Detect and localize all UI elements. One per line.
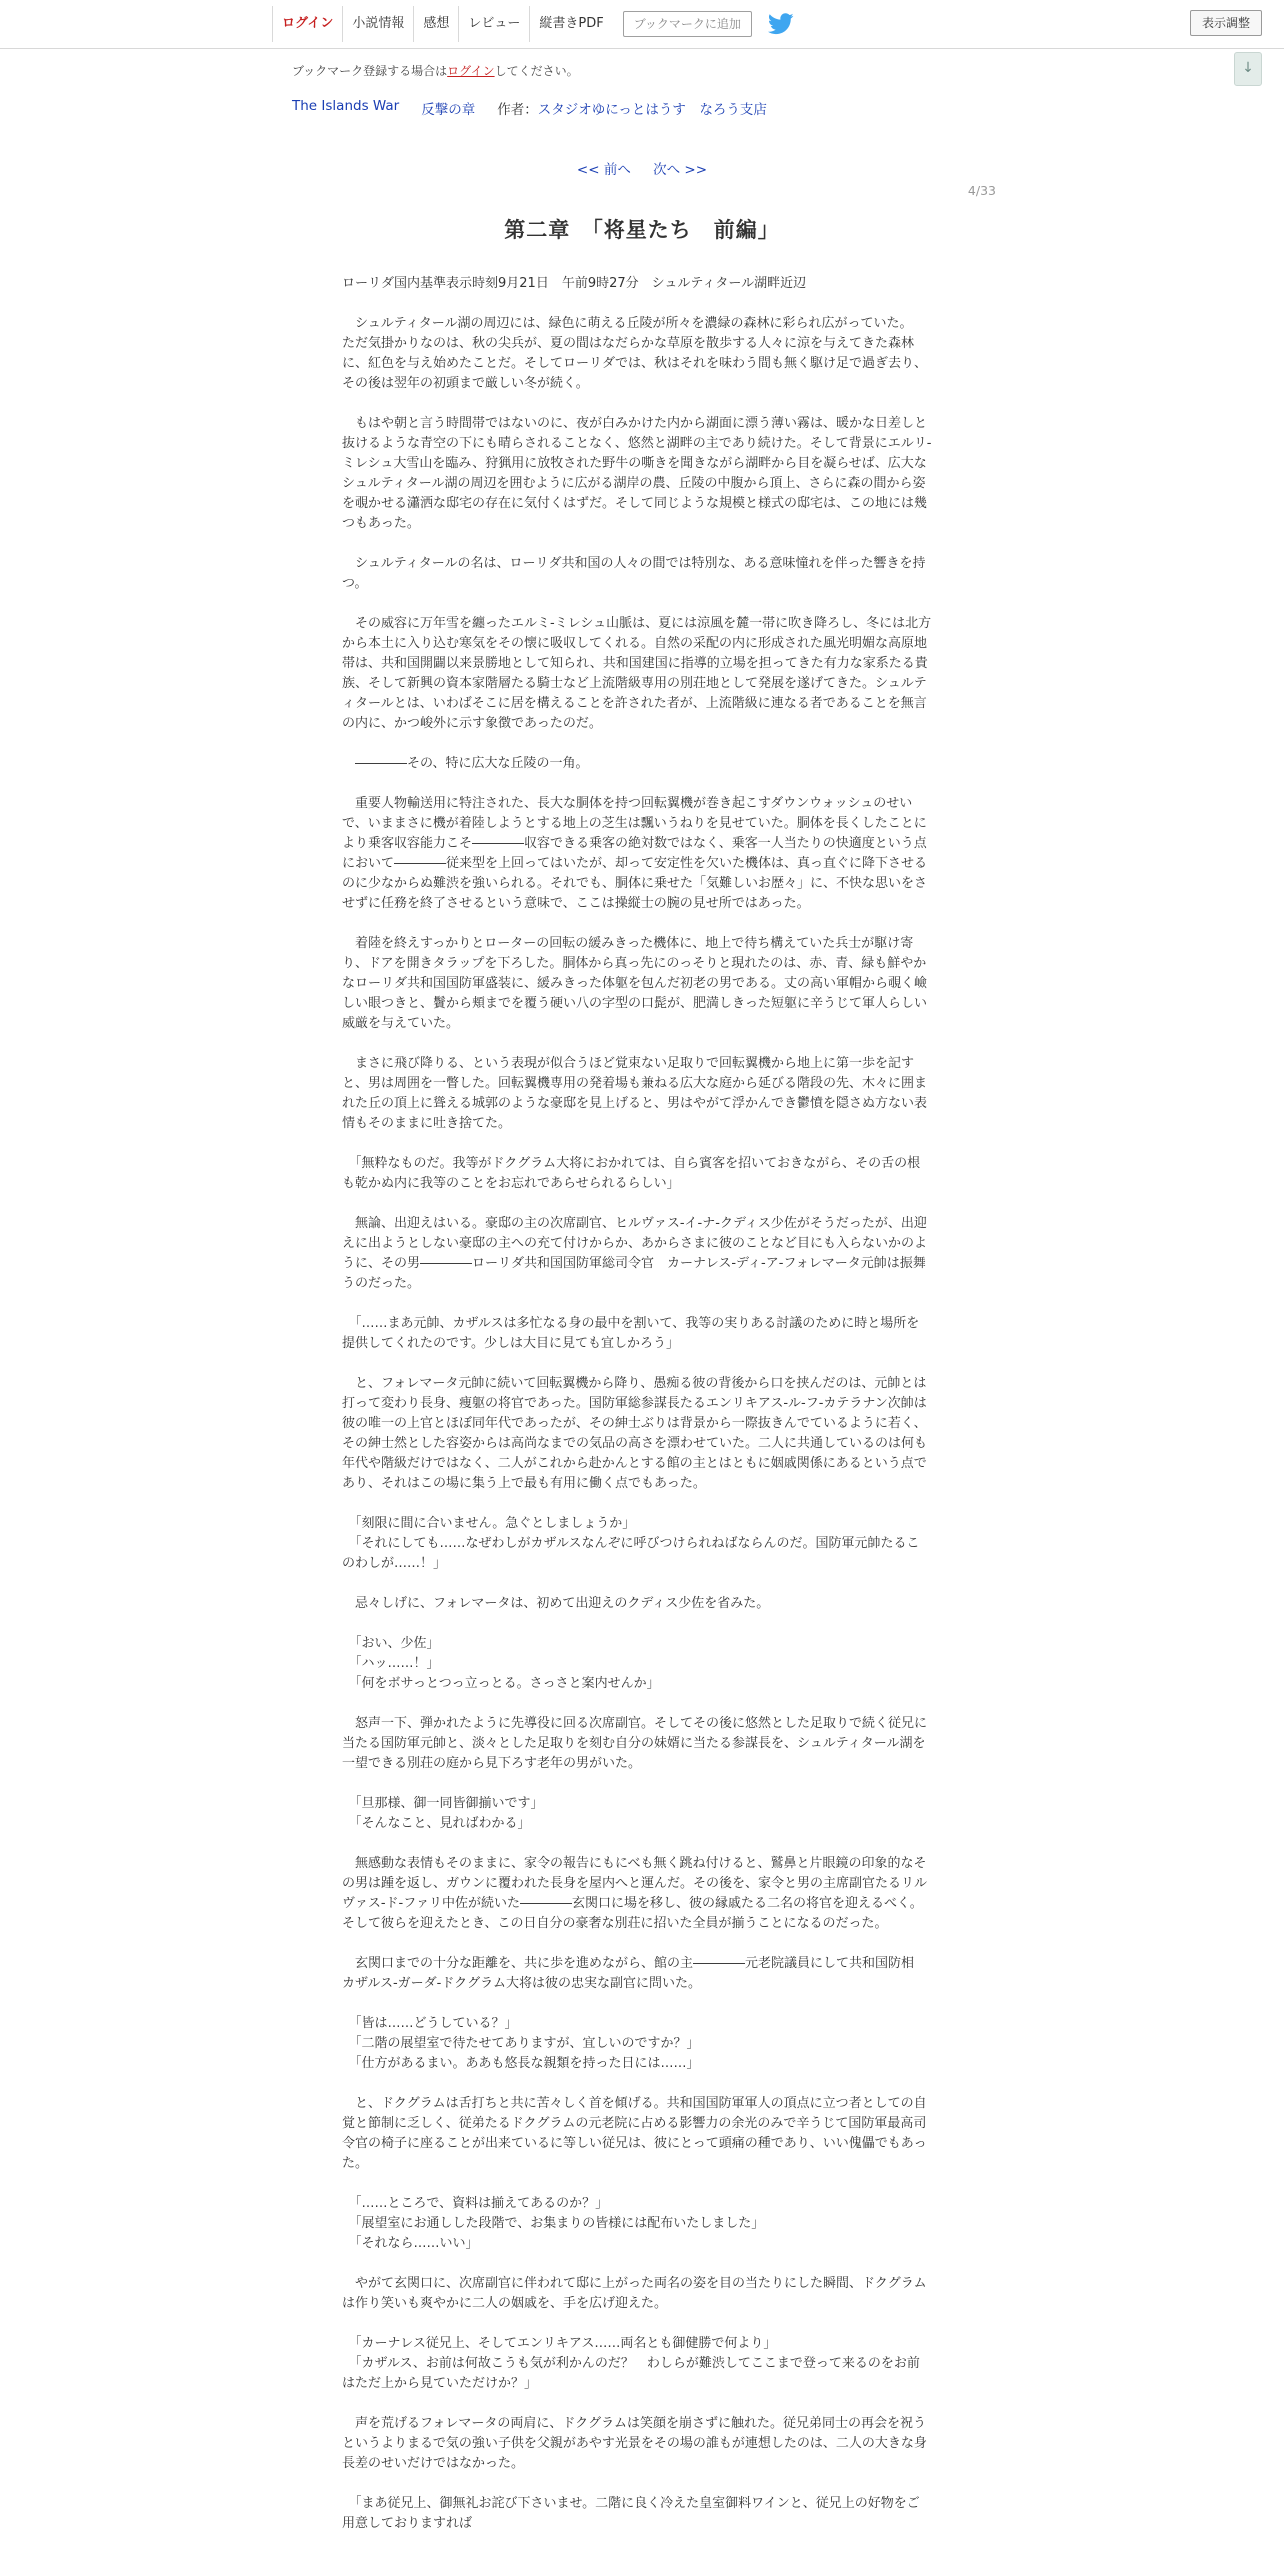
paragraph-spacer: [342, 1834, 932, 1854]
nav-review-link[interactable]: レビュー: [458, 6, 529, 42]
novel-paragraph: 「……まあ元帥、カザルスは多忙なる身の最中を割いて、我等の実りある討議のために時と場所を提供してくれたのです。少しは大目に見ても宜しかろう」: [342, 1316, 920, 1351]
paragraph-spacer: [342, 1694, 932, 1714]
paragraph-spacer: [342, 1614, 932, 1634]
paragraph-spacer: [342, 594, 932, 614]
paragraph-spacer: [342, 1034, 932, 1054]
next-chapter-link[interactable]: 次へ >>: [653, 162, 708, 178]
paragraph-spacer: [342, 1994, 932, 2014]
scroll-down-button[interactable]: ↓: [1234, 52, 1262, 86]
novel-paragraph: 声を荒げるフォレマータの両肩に、ドクグラムは笑顔を崩さずに触れた。従兄弟同士の再会を祝うというよりまるで気の強い子供を父親があやす光景をその場の誰もが連想したのは、二人の大きな身長差のせいだけではなかった。: [342, 2416, 927, 2471]
novel-paragraph: 「まあ従兄上、御無礼お詫び下さいませ。二階に良く冷えた皇室御料ワインと、従兄上の好物をご用意しておりますれば: [342, 2496, 920, 2531]
series-title-link[interactable]: The Islands War: [292, 98, 400, 114]
paragraph-spacer: [342, 394, 932, 414]
novel-paragraph: 「無粋なものだ。我等がドクグラム大将におかれては、自ら賓客を招いておきながら、その舌の根も乾かぬ内に我等のことをお忘れであらせられるらしい」: [342, 1156, 921, 1191]
paragraph-spacer: [342, 2074, 932, 2094]
paragraph-spacer: [342, 2174, 932, 2194]
chapter-pager: [0, 158, 1284, 178]
novel-paragraph: シュルティタールの名は、ローリダ共和国の人々の間では特別な、ある意味憧れを伴った響きを持つ。: [342, 556, 926, 591]
nav-impressions-link[interactable]: 感想: [413, 6, 458, 42]
novel-paragraph: 「おい、少佐」 「ハッ……！」 「何をボサっとつっ立っとる。さっさと案内せんか」: [355, 1636, 660, 1691]
prev-chapter-link[interactable]: << 前へ: [576, 162, 631, 178]
page-count: 4/33: [967, 183, 996, 198]
notice-login-link[interactable]: ログイン: [447, 64, 495, 78]
paragraph-spacer: [342, 2394, 932, 2414]
breadcrumb: [292, 98, 767, 118]
novel-paragraph: やがて玄関口に、次席副官に伴われて邸に上がった両名の姿を目の当たりにした瞬間、ドクグラムは作り笑いも爽やかに二人の姻戚を、手を広げ迎えた。: [342, 2276, 927, 2311]
novel-paragraph: シュルティタール湖の周辺には、緑色に萌える丘陵が所々を濃緑の森林に彩られ広がっていた。 ただ気掛かりなのは、秋の尖兵が、夏の間はなだらかな草原を散歩する人々に涼を与えてきた森林に、紅色を与え始めたことだ。そしてローリダでは、秋はそれを味わう間も無く駆け足で過ぎ去り、その後は翌年の初頭まで厳しい冬が続く。: [342, 316, 928, 391]
top-nav: [272, 6, 794, 42]
paragraph-spacer: [342, 2254, 932, 2274]
twitter-bird-icon[interactable]: [768, 13, 794, 35]
novel-paragraph: 無感動な表情もそのままに、家令の報告にもにべも無く跳ね付けると、鷲鼻と片眼鏡の印象的なその男は踵を返し、ガウンに覆われた長身を屋内へと運んだ。その後を、家令と男の主席副官たるリルヴァス-ド-ファリ中佐が続いた――――玄関口に場を移し、彼の縁戚たる二名の将官を迎えるべく。そして彼らを迎えたとき、この日自分の豪奢な別荘に招いた全員が揃うことになるのだった。: [342, 1856, 928, 1931]
paragraph-spacer: [342, 1194, 932, 1214]
novel-paragraph: ――――その、特に広大な丘陵の一角。: [342, 756, 589, 771]
notice-text-after: してください。: [494, 64, 579, 78]
novel-paragraph: 怒声一下、弾かれたように先導役に回る次席副官。そしてその後に悠然とした足取りで続く従兄に当たる国防軍元帥と、淡々とした足取りを刻む自分の妹婿に当たる参謀長を、シュルティタール湖を一望できる別荘の庭から見下ろす老年の男がいた。: [342, 1716, 928, 1771]
novel-paragraph: と、ドクグラムは舌打ちと共に苦々しく首を傾げる。共和国国防軍軍人の頂点に立つ者としての自覚と節制に乏しく、従弟たるドクグラムの元老院に占める影響力の余光のみで辛うじて国防軍最高司令官の椅子に座ることが出来ているに等しい従兄は、彼にとって頭痛の種であり、いい傀儡でもあった。: [342, 2096, 927, 2171]
author-label: 作者：: [497, 102, 538, 118]
paragraph-spacer: [342, 734, 932, 754]
paragraph-spacer: [342, 1134, 932, 1154]
paragraph-spacer: [342, 774, 932, 794]
display-settings-button[interactable]: 表示調整: [1190, 10, 1262, 36]
novel-paragraph: と、フォレマータ元帥に続いて回転翼機から降り、愚痴る彼の背後から口を挟んだのは、元帥とは打って変わり長身、痩躯の将官であった。国防軍総参謀長たるエンリキアス-ル-フ-カテラナン次帥は彼の唯一の上官とほぼ同年代であったが、その紳士ぶりは背景から一際抜きんでているように若く、その紳士然とした容姿からは高尚なまでの気品の高さを漂わせていた。二人に共通しているのは何も年代や階級だけではなく、二人がこれから赴かんとする館の主とはともに姻戚関係にあるという点であり、それはこの場に集う上で最も有用に働く点でもあった。: [342, 1376, 928, 1491]
novel-paragraph: 無論、出迎えはいる。豪邸の主の次席副官、ヒルヴァス-イ-ナ-クディス少佐がそうだったが、出迎えに出ようとしない豪邸の主への充て付けからか、あからさまに彼のことなど目にも入らないかのように、その男――――ローリダ共和国国防軍総司令官 カーナレス-ディ-ア-フォレマータ元帥は振舞うのだった。: [342, 1216, 928, 1291]
nav-vertical-pdf-link[interactable]: 縦書きPDF: [529, 6, 612, 42]
novel-body: [342, 274, 932, 2534]
add-bookmark-button[interactable]: ブックマークに追加: [623, 11, 752, 37]
paragraph-spacer: [342, 1934, 932, 1954]
paragraph-spacer: [342, 1494, 932, 1514]
paragraph-spacer: [342, 1574, 932, 1594]
novel-paragraph: ローリダ国内基準表示時刻9月21日 午前9時27分 シュルティタール湖畔近辺: [342, 276, 807, 291]
novel-paragraph: 忌々しげに、フォレマータは、初めて出迎えのクディス少佐を省みた。: [342, 1596, 770, 1611]
notice-text-before: ブックマーク登録する場合は: [292, 64, 448, 78]
novel-paragraph: 着陸を終えすっかりとローターの回転の緩みきった機体に、地上で待ち構えていた兵士が駆け寄り、ドアを開きタラップを下ろした。胴体から真っ先にのっそりと現れたのは、赤、青、緑も鮮やかなローリダ共和国国防軍盛装に、緩みきった体躯を包んだ初老の男である。丈の高い軍帽から覗く嶮しい眼つきと、鬢から頬までを覆う硬い八の字型の口髭が、肥満しきった短躯に辛うじて軍人らしい威厳を与えていた。: [342, 936, 928, 1031]
chapter-section-label: 反撃の章: [421, 102, 476, 118]
novel-paragraph: 「旦那様、御一同皆御揃いです」 「そんなこと、見ればわかる」: [355, 1796, 544, 1831]
bookmark-login-notice: [292, 62, 579, 79]
novel-paragraph: 「刻限に間に合いません。急ぐとしましょうか」 「それにしても……なぜわしがカザルスなんぞに呼びつけられねばならんのだ。国防軍元帥たるこのわしが……！」: [342, 1516, 920, 1571]
novel-paragraph: 玄関口までの十分な距離を、共に歩を進めながら、館の主――――元老院議員にして共和国防相 カザルス-ガーダ-ドクグラム大将は彼の忠実な副官に問いた。: [342, 1956, 928, 1991]
paragraph-spacer: [342, 1354, 932, 1374]
paragraph-spacer: [342, 534, 932, 554]
chapter-title: 第二章 「将星たち 前編」: [504, 218, 780, 242]
novel-paragraph: 「カーナレス従兄上、そしてエンリキアス……両名とも御健勝で何より」 「カザルス、お前は何故こうも気が利かんのだ？ わしらが難渋してここまで登って来るのをお前はただ上から見ていただけか？」: [342, 2336, 920, 2391]
paragraph-spacer: [342, 914, 932, 934]
paragraph-spacer: [342, 2314, 932, 2334]
novel-paragraph: もはや朝と言う時間帯ではないのに、夜が白みかけた内から湖面に漂う薄い霧は、暖かな日差しと抜けるような青空の下にも晴らされることなく、悠然と湖畔の主であり続けた。そして背景にエルリ-ミレシュ大雪山を臨み、狩猟用に放牧された野牛の嘶きを聞きながら湖畔から目を凝らせば、広大なシュルティタール湖の周辺を囲むように広がる湖岸の農、丘陵の中腹から頂上、さらに森の間から姿を覗かせる瀟洒な邸宅の存在に気付くはずだ。そして同じような規模と様式の邸宅は、この地には幾つもあった。: [342, 416, 932, 531]
paragraph-spacer: [342, 1774, 932, 1794]
top-bar: [0, 0, 1284, 49]
nav-novel-info-link[interactable]: 小説情報: [342, 6, 413, 42]
author-link[interactable]: スタジオゆにっとはうす: [537, 102, 686, 118]
paragraph-spacer: [342, 2474, 932, 2494]
novel-paragraph: 「……ところで、資料は揃えてあるのか？」 「展望室にお通しした段階で、お集まりの皆様には配布いたしました」 「それなら……いい」: [355, 2196, 765, 2251]
novel-paragraph: 重要人物輸送用に特注された、長大な胴体を持つ回転翼機が巻き起こすダウンウォッシュのせいで、いままさに機が着陸しようとする地上の芝生は飄いうねりを見せていた。胴体を長くしたことにより乗客収容能力こそ――――収容できる乗客の絶対数ではなく、乗客一人当たりの快適度という点において――――従来型を上回ってはいたが、却って安定性を欠いた機体は、真っ直ぐに降下させるのに少なからぬ難渋を強いられる。それでも、胴体に乗せた「気難しいお歴々」に、不快な思いをさせずに任務を終了させるという意味で、ここは操縦士の腕の見せ所ではあった。: [342, 796, 928, 911]
author-shop-link[interactable]: なろう支店: [699, 102, 767, 118]
paragraph-spacer: [342, 1294, 932, 1314]
nav-login-link[interactable]: ログイン: [272, 6, 342, 42]
novel-paragraph: まさに飛び降りる、という表現が似合うほど覚束ない足取りで回転翼機から地上に第一歩を記すと、男は周囲を一瞥した。回転翼機専用の発着場も兼ねる広大な庭から延びる階段の先、木々に囲まれた丘の頂上に聳える城郭のような豪邸を見上げると、男はやがて浮かんでき鬱憤を隠さぬ方ない表情もそのままに吐き捨てた。: [342, 1056, 928, 1131]
novel-paragraph: その威容に万年雪を纏ったエルミ-ミレシュ山脈は、夏には涼風を麓一帯に吹き降ろし、冬には北方から本土に入り込む寒気をその懐に吸収してくれる。自然の采配の内に形成された風光明媚な高原地帯は、共和国開闢以来景勝地として知られ、共和国建国に指導的立場を担ってきた有力な家系たる貴族、そして新興の資本家階層たる騎士など上流階級専用の別荘地として発展を遂げてきた。シュルティタールとは、いわばそこに居を構えることを許された者が、上流階級に連なる者であることを無言の内に、かつ峻外に示す象徴であったのだ。: [342, 616, 932, 731]
novel-paragraph: 「皆は……どうしている？」 「二階の展望室で待たせてありますが、宜しいのですか？」 「仕方があるまい。ああも悠長な親類を持った日には……」: [355, 2016, 700, 2071]
paragraph-spacer: [342, 294, 932, 314]
